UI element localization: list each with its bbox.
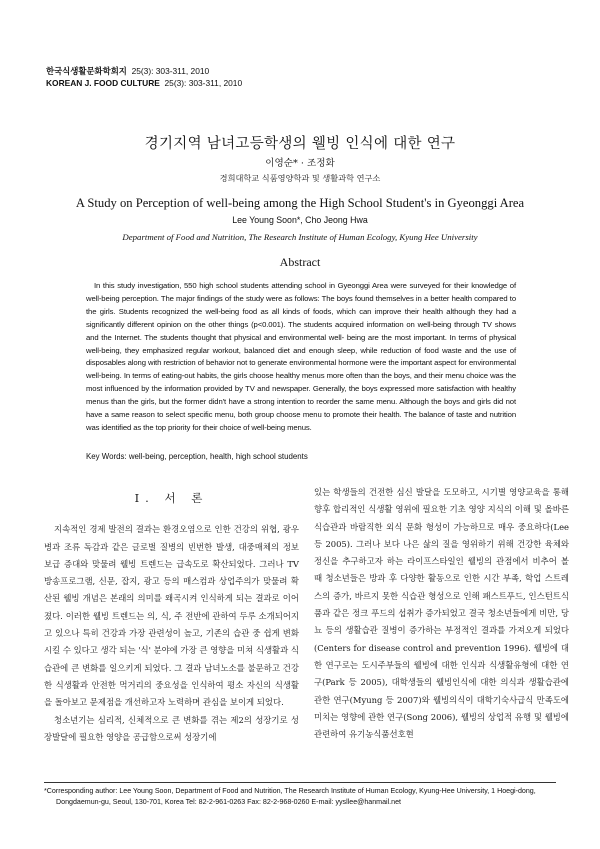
abstract-heading: Abstract <box>279 255 321 269</box>
journal-name-english: KOREAN J. FOOD CULTURE <box>46 78 160 88</box>
affiliation-korean: 경희대학교 식품영양학과 및 생활과학 연구소 <box>219 173 381 183</box>
journal-line-english <box>46 77 242 89</box>
title-korean: 경기지역 남녀고등학생의 웰빙 인식에 대한 연구 <box>144 136 456 152</box>
journal-ref-english: 25(3): 303-311, 2010 <box>164 78 243 88</box>
intro-paragraph-3: 있는 학생들의 건전한 심신 발달을 도모하고, 시기별 영양교육을 통해 향후 합리적인 식생활 영위에 필요한 기초 영양 지식의 이해 및 올바른 식습관과 바람직한 외식 문화 형성이 가능하므로 매우 중요하다(Lee 등 2005). 그러나 보다 나은 삶의 질을 영위하기 위해 건강한 육체와 정신을 추구하고자 하는 라이프스타일인 웰빙의 관점에서 비추어 볼 때 청소년들은 방과 후 다양한 활동으로 인한 시간 부족, 학업 스트레스의 증가, 바르지 못한 식습관 형성으로 인해 패스트푸드, 인스턴트식품과 같은 정크 푸드의 섭취가 증가되었고 결국 청소년들에게 비만, 당뇨 등의 생활습관 질병이 증가하는 부정적인 결과를 가져오게 되었다(Centers for disease control and prevention 1996). 웰빙에 대한 연구로는 도시주부들의 웰빙에 대한 인식과 식생활유형에 대한 연구(Park 등 2005), 대학생들의 웰빙인식에 대한 의식과 생활습관에 관한 연구(Myung 등 2007)와 웰빙의식이 대학기숙사급식 만족도에 미치는 영향에 관한 연구(Song 2006), 웰빙의 상업적 유행 및 웰빙에 관련하여 유기농식품선호현 <box>314 487 569 740</box>
left-column <box>44 484 299 746</box>
intro-paragraph-1: 지속적인 경제 발전의 결과는 환경오염으로 인한 건강의 위협, 광우병과 조류 독감과 같은 글로벌 질병의 빈번한 발생, 대중매체의 정보 보급 증대와 맞물려 웰빙 트렌드는 급속도로 확산되었다. 그러나 TV 방송프로그램, 신문, 잡지, 광고 등의 매스컴과 상업주의가 맞물려 확산된 웰빙 개념은 본래의 의미를 왜곡시켜 인식하게 되는 결과로 이어졌다. 이러한 웰빙 트렌드는 의, 식, 주 전반에 관하여 두루 소개되어지고 있으나 특히 건강과 가장 관련성이 높고, 기존의 습관 중 쉽게 변화시킬 수 있다고 생각 되는 '식' 분야에 가장 큰 영향을 미쳐 식생활과 식습관에 큰 변화를 일으키게 되었다. 그 결과 남녀노소를 불문하고 건강한 식생활과 안전한 먹거리의 중요성을 인식하여 평소 자신의 식생활을 돌아보고 문제점을 개선하고자 노력하며 관심을 보이게 되었다. <box>44 524 299 708</box>
section-heading: I. 서 론 <box>134 491 209 505</box>
footnote-line-1: *Corresponding author: Lee Young Soon, Department of Food and Nutrition, The Research Institute of Human Ecology, Kyung-Hee University, 1 Hoegi-dong, <box>44 787 536 795</box>
affiliation-english: Department of Food and Nutrition, The Research Institute of Human Ecology, Kyung Hee University <box>122 232 478 242</box>
footnote-line-2: Dongdaemun-gu, Seoul, 130-701, Korea Tel: 82-2-961-0263 Fax: 82-2-968-0260 E-mail: yysllee@hanmail.net <box>56 798 402 806</box>
journal-line-korean <box>46 65 242 77</box>
keywords-text: well-being, perception, health, high school students <box>128 452 308 461</box>
keywords-label: Key Words: <box>86 452 127 461</box>
abstract-text: In this study investigation, 550 high school students attending school in Gyeonggi Area were surveyed for their knowledge of well-being perception. The major findings of the study were as follows: The boys found themselves in a better health compared to the girls. Students recognized the well-being food as all kinds of foods, which can improve their health although they had a significantly different opinion on the other things (p<0.001). The students acquired information on well-being through TV shows and the Internet. The students thought that physical and environmental well- being are the most important. In terms of physical well-being, they emphasized regular workout, balanced diet and enough sleep, while reduction of food waste and the use of disposables along with restriction of behavior not to generate environmental hormone were the important aspect for environmental well-being. In terms of eating-out habits, the girls choose healthy menus more often than the boys, and their menu choice was the most influenced by the information provided by TV and newspaper. Generally, the boys expressed more satisfaction with healthy menus than the girls, but the former didn't have a strong intention to reorder the same menu. Although the boys and girls did not have a same reason to select specific menu, both group choose menu to promote their health. The balance of taste and nutrition was identified as the top priority for their choice of well-being menus. <box>86 281 516 432</box>
authors-korean: 이영순* · 조정화 <box>265 158 335 169</box>
journal-name-korean: 한국식생활문화학회지 <box>46 66 127 76</box>
intro-paragraph-2: 청소년기는 심리적, 신체적으로 큰 변화를 겪는 제2의 성장기로 성장발달에 필요한 영양을 공급함으로써 성장기에 <box>44 714 299 742</box>
journal-ref-korean: 25(3): 303-311, 2010 <box>131 66 210 76</box>
footnote-divider <box>44 782 556 783</box>
authors-english: Lee Young Soon*, Cho Jeong Hwa <box>232 215 368 225</box>
title-english: A Study on Perception of well-being among the High School Student's in Gyeonggi Area <box>75 196 525 210</box>
right-column <box>314 484 569 743</box>
keywords <box>86 452 516 461</box>
footnote <box>44 786 564 808</box>
abstract-body <box>86 280 516 435</box>
journal-header <box>46 65 242 89</box>
